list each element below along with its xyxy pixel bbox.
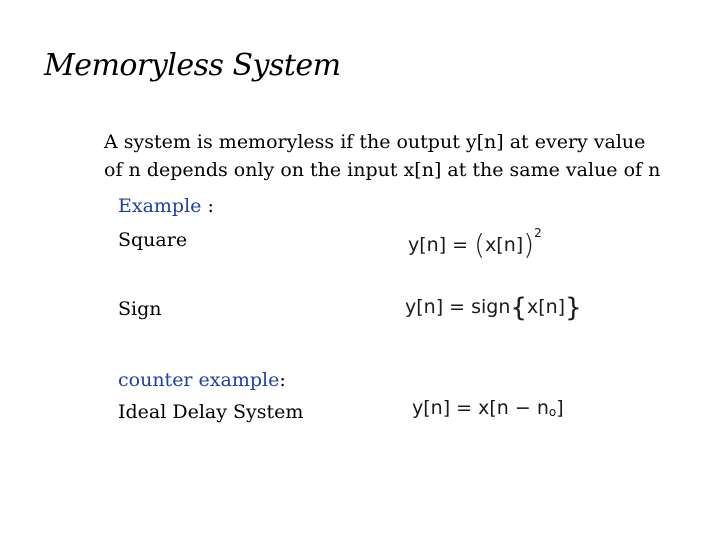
- example-label: Example: [118, 195, 202, 217]
- square-lhs: y[n]: [408, 234, 447, 256]
- sign-inner: x[n]: [526, 296, 566, 318]
- square-eq: =: [446, 234, 475, 256]
- example-colon: :: [201, 195, 214, 217]
- delay-formula: [412, 397, 564, 419]
- delay-subscript: o: [548, 405, 557, 419]
- delay-eq: =: [450, 397, 479, 419]
- ideal-delay-label: Ideal Delay System: [118, 401, 304, 423]
- square-formula: [408, 226, 542, 261]
- delay-close-bracket: ]: [556, 397, 564, 419]
- sign-formula: [405, 293, 582, 323]
- definition-text: [104, 128, 704, 184]
- sign-open-brace: {: [510, 293, 527, 323]
- definition-line-1: A system is memoryless if the output y[n] at every value: [104, 131, 646, 153]
- square-close-paren: ): [523, 228, 535, 261]
- square-inner: x[n]: [485, 234, 524, 256]
- counter-example-heading: [118, 366, 286, 394]
- sign-eq: =: [443, 296, 472, 318]
- sign-lhs: y[n]: [405, 296, 444, 318]
- square-label: Square: [118, 229, 188, 251]
- sign-close-brace: }: [565, 293, 582, 323]
- slide-title: Memoryless System: [44, 48, 341, 83]
- delay-inner: x[n − n: [478, 397, 549, 419]
- sign-func: sign: [471, 296, 511, 318]
- counter-example-colon: :: [279, 369, 286, 391]
- square-exponent: 2: [534, 226, 542, 240]
- definition-line-2: of n depends only on the input x[n] at the same value of n: [104, 159, 661, 181]
- counter-example-label: counter example: [118, 369, 280, 391]
- square-open-paren: (: [474, 228, 486, 261]
- sign-label: Sign: [118, 298, 162, 320]
- example-heading: [118, 192, 214, 220]
- delay-lhs: y[n]: [412, 397, 451, 419]
